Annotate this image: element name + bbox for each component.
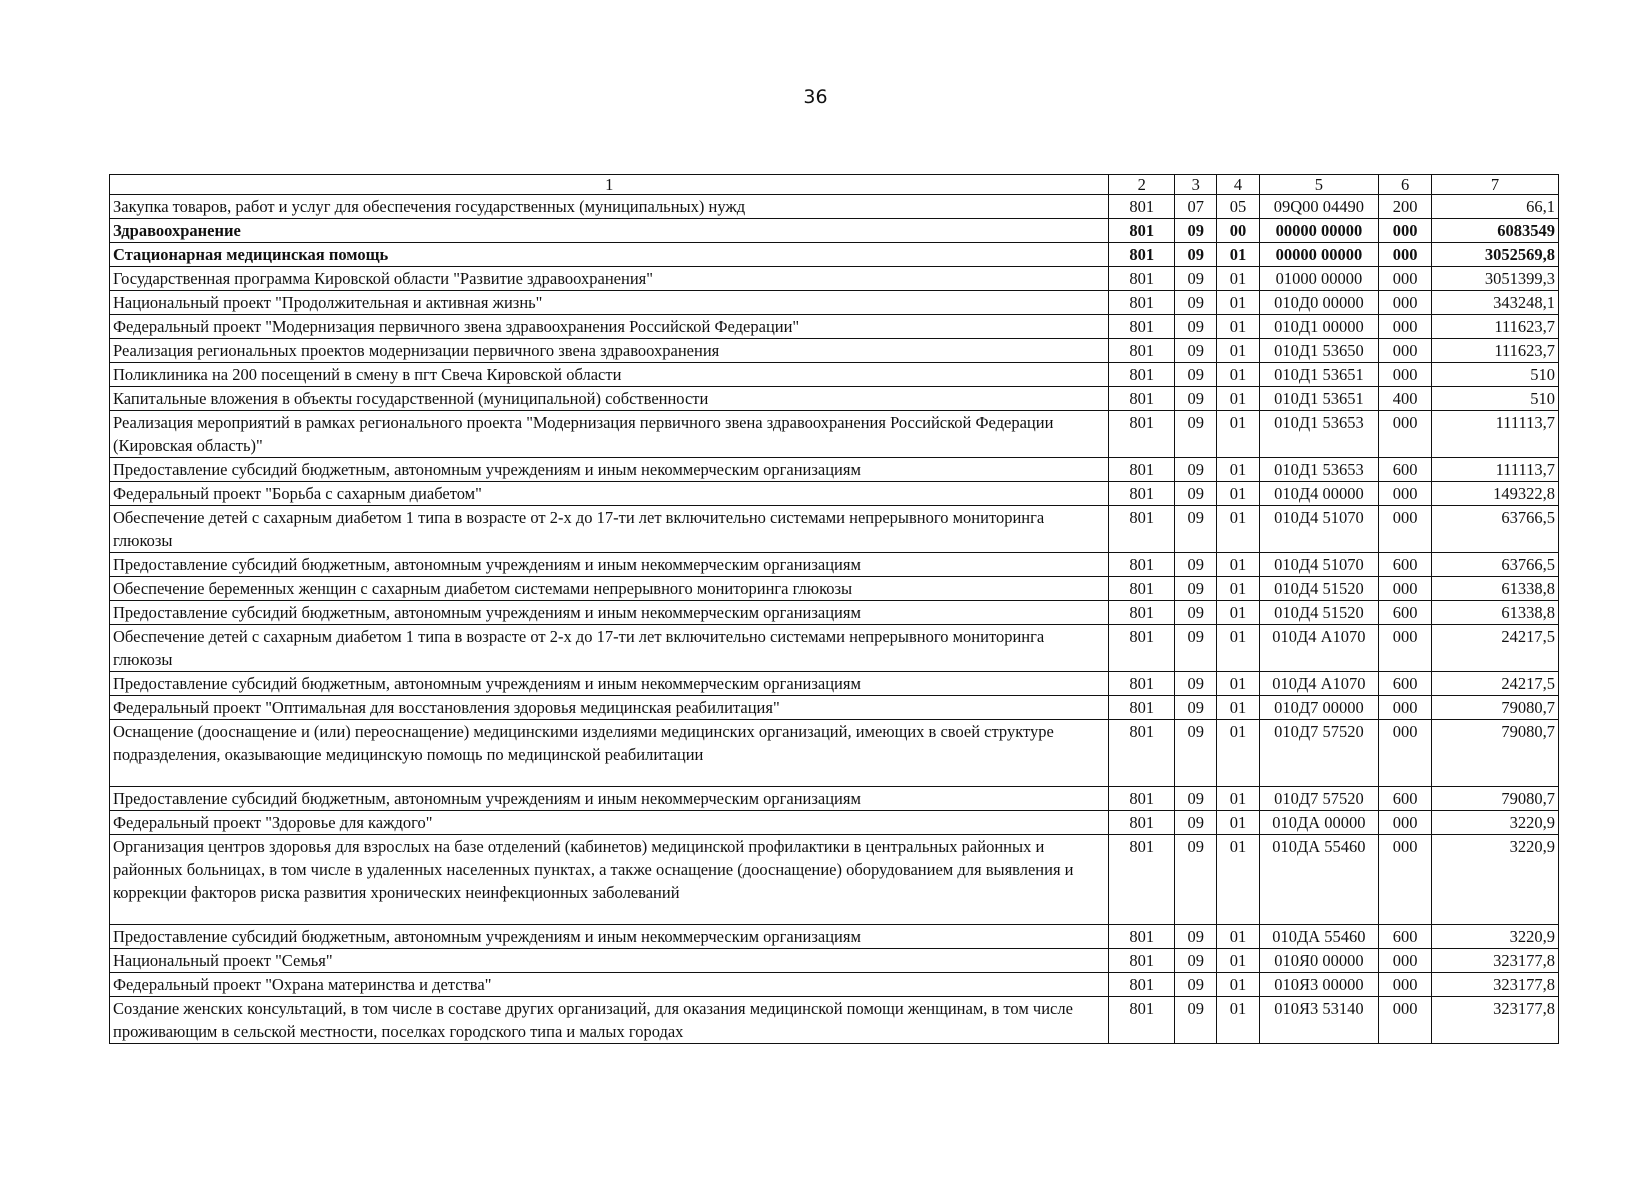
row-code-admin: 801 bbox=[1109, 363, 1175, 387]
row-code-section: 09 bbox=[1175, 291, 1217, 315]
row-name: Федеральный проект "Оптимальная для восстановления здоровья медицинская реабилитация" bbox=[110, 696, 1109, 720]
row-code-admin: 801 bbox=[1109, 949, 1175, 973]
row-name: Предоставление субсидий бюджетным, автономным учреждениям и иным некоммерческим организациям bbox=[110, 672, 1109, 696]
row-code-target: 010Я3 00000 bbox=[1259, 973, 1379, 997]
row-code-target: 010Д7 57520 bbox=[1259, 787, 1379, 811]
table-row bbox=[110, 315, 1559, 339]
table-row bbox=[110, 219, 1559, 243]
row-code-admin: 801 bbox=[1109, 925, 1175, 949]
budget-table bbox=[109, 174, 1559, 1044]
row-amount: 3220,9 bbox=[1432, 811, 1559, 835]
row-code-expense: 200 bbox=[1379, 195, 1432, 219]
row-name: Обеспечение детей с сахарным диабетом 1 типа в возрасте от 2-х до 17-ти лет включительно системами непрерывного мониторинга глюкозы bbox=[110, 625, 1109, 672]
row-name: Предоставление субсидий бюджетным, автономным учреждениям и иным некоммерческим организациям bbox=[110, 925, 1109, 949]
row-amount: 3052569,8 bbox=[1432, 243, 1559, 267]
row-name: Реализация региональных проектов модернизации первичного звена здравоохранения bbox=[110, 339, 1109, 363]
row-code-section: 09 bbox=[1175, 339, 1217, 363]
table-row bbox=[110, 291, 1559, 315]
row-code-admin: 801 bbox=[1109, 720, 1175, 787]
row-code-subsection: 01 bbox=[1217, 925, 1259, 949]
table-row bbox=[110, 577, 1559, 601]
row-code-target: 01000 00000 bbox=[1259, 267, 1379, 291]
row-code-expense: 000 bbox=[1379, 506, 1432, 553]
row-name: Здравоохранение bbox=[110, 219, 1109, 243]
row-code-section: 09 bbox=[1175, 411, 1217, 458]
row-code-expense: 000 bbox=[1379, 997, 1432, 1044]
row-code-subsection: 05 bbox=[1217, 195, 1259, 219]
table-row bbox=[110, 267, 1559, 291]
row-code-target: 010ДА 00000 bbox=[1259, 811, 1379, 835]
table-row bbox=[110, 553, 1559, 577]
row-code-section: 09 bbox=[1175, 243, 1217, 267]
row-code-target: 010Д0 00000 bbox=[1259, 291, 1379, 315]
row-code-expense: 000 bbox=[1379, 696, 1432, 720]
row-code-subsection: 01 bbox=[1217, 458, 1259, 482]
row-code-subsection: 01 bbox=[1217, 949, 1259, 973]
row-code-section: 09 bbox=[1175, 315, 1217, 339]
row-code-admin: 801 bbox=[1109, 625, 1175, 672]
header-col-7: 7 bbox=[1432, 175, 1559, 195]
row-amount: 63766,5 bbox=[1432, 506, 1559, 553]
row-code-section: 09 bbox=[1175, 997, 1217, 1044]
row-code-admin: 801 bbox=[1109, 243, 1175, 267]
row-code-target: 00000 00000 bbox=[1259, 219, 1379, 243]
row-code-expense: 600 bbox=[1379, 601, 1432, 625]
row-code-expense: 000 bbox=[1379, 411, 1432, 458]
table-row bbox=[110, 949, 1559, 973]
row-code-expense: 000 bbox=[1379, 267, 1432, 291]
table-row bbox=[110, 482, 1559, 506]
row-name: Поликлиника на 200 посещений в смену в пгт Свеча Кировской области bbox=[110, 363, 1109, 387]
row-code-subsection: 01 bbox=[1217, 506, 1259, 553]
row-code-section: 09 bbox=[1175, 363, 1217, 387]
row-code-admin: 801 bbox=[1109, 339, 1175, 363]
row-code-admin: 801 bbox=[1109, 195, 1175, 219]
row-amount: 3051399,3 bbox=[1432, 267, 1559, 291]
row-name: Федеральный проект "Модернизация первичного звена здравоохранения Российской Федерации" bbox=[110, 315, 1109, 339]
table-row bbox=[110, 195, 1559, 219]
row-code-subsection: 01 bbox=[1217, 787, 1259, 811]
row-code-subsection: 01 bbox=[1217, 553, 1259, 577]
row-code-expense: 000 bbox=[1379, 482, 1432, 506]
row-amount: 323177,8 bbox=[1432, 973, 1559, 997]
row-code-section: 09 bbox=[1175, 835, 1217, 925]
row-code-section: 09 bbox=[1175, 577, 1217, 601]
table-row bbox=[110, 835, 1559, 925]
table-row bbox=[110, 243, 1559, 267]
row-code-expense: 600 bbox=[1379, 553, 1432, 577]
row-name: Организация центров здоровья для взрослых на базе отделений (кабинетов) медицинской профилактики в центральных районных и районных больницах, в том числе в удаленных населенных пунктах, а также оснащение (дооснащение) оборудованием для выявления и коррекции факторов риска развития хронических неинфекционных заболеваний bbox=[110, 835, 1109, 925]
row-code-admin: 801 bbox=[1109, 835, 1175, 925]
row-code-target: 010Д1 53653 bbox=[1259, 411, 1379, 458]
row-code-section: 09 bbox=[1175, 458, 1217, 482]
row-amount: 61338,8 bbox=[1432, 601, 1559, 625]
row-name: Обеспечение детей с сахарным диабетом 1 типа в возрасте от 2-х до 17-ти лет включительно системами непрерывного мониторинга глюкозы bbox=[110, 506, 1109, 553]
row-code-expense: 600 bbox=[1379, 925, 1432, 949]
row-amount: 3220,9 bbox=[1432, 835, 1559, 925]
row-code-target: 010Д1 53650 bbox=[1259, 339, 1379, 363]
row-code-expense: 600 bbox=[1379, 458, 1432, 482]
row-code-section: 09 bbox=[1175, 949, 1217, 973]
table-row bbox=[110, 458, 1559, 482]
row-code-subsection: 01 bbox=[1217, 363, 1259, 387]
row-code-section: 09 bbox=[1175, 482, 1217, 506]
row-amount: 3220,9 bbox=[1432, 925, 1559, 949]
row-name: Закупка товаров, работ и услуг для обеспечения государственных (муниципальных) нужд bbox=[110, 195, 1109, 219]
page-number: 36 bbox=[803, 86, 828, 108]
row-code-subsection: 01 bbox=[1217, 601, 1259, 625]
header-col-2: 2 bbox=[1109, 175, 1175, 195]
row-code-expense: 000 bbox=[1379, 291, 1432, 315]
row-code-target: 010Я3 53140 bbox=[1259, 997, 1379, 1044]
row-code-target: 010Д4 51070 bbox=[1259, 553, 1379, 577]
row-code-admin: 801 bbox=[1109, 973, 1175, 997]
row-code-subsection: 01 bbox=[1217, 811, 1259, 835]
row-code-target: 010Д4 А1070 bbox=[1259, 625, 1379, 672]
row-code-admin: 801 bbox=[1109, 696, 1175, 720]
row-code-target: 010Д4 51070 bbox=[1259, 506, 1379, 553]
row-name: Федеральный проект "Здоровье для каждого" bbox=[110, 811, 1109, 835]
header-row bbox=[110, 175, 1559, 195]
row-code-expense: 000 bbox=[1379, 720, 1432, 787]
row-name: Национальный проект "Продолжительная и активная жизнь" bbox=[110, 291, 1109, 315]
row-amount: 79080,7 bbox=[1432, 720, 1559, 787]
header-col-6: 6 bbox=[1379, 175, 1432, 195]
row-name: Обеспечение беременных женщин с сахарным диабетом системами непрерывного мониторинга глюкозы bbox=[110, 577, 1109, 601]
table-row bbox=[110, 601, 1559, 625]
row-code-section: 09 bbox=[1175, 219, 1217, 243]
row-code-expense: 000 bbox=[1379, 219, 1432, 243]
row-amount: 343248,1 bbox=[1432, 291, 1559, 315]
row-code-expense: 600 bbox=[1379, 787, 1432, 811]
row-code-admin: 801 bbox=[1109, 811, 1175, 835]
header-col-5: 5 bbox=[1259, 175, 1379, 195]
row-code-target: 010ДА 55460 bbox=[1259, 835, 1379, 925]
row-name: Государственная программа Кировской области "Развитие здравоохранения" bbox=[110, 267, 1109, 291]
row-code-target: 010Д7 57520 bbox=[1259, 720, 1379, 787]
row-code-section: 09 bbox=[1175, 387, 1217, 411]
row-amount: 6083549 bbox=[1432, 219, 1559, 243]
row-code-admin: 801 bbox=[1109, 997, 1175, 1044]
row-code-target: 010ДА 55460 bbox=[1259, 925, 1379, 949]
row-amount: 111623,7 bbox=[1432, 339, 1559, 363]
row-amount: 63766,5 bbox=[1432, 553, 1559, 577]
row-name: Капитальные вложения в объекты государственной (муниципальной) собственности bbox=[110, 387, 1109, 411]
header-col-4: 4 bbox=[1217, 175, 1259, 195]
row-code-subsection: 01 bbox=[1217, 387, 1259, 411]
table-row bbox=[110, 720, 1559, 787]
row-code-admin: 801 bbox=[1109, 553, 1175, 577]
row-code-subsection: 01 bbox=[1217, 720, 1259, 787]
row-name: Стационарная медицинская помощь bbox=[110, 243, 1109, 267]
row-code-admin: 801 bbox=[1109, 219, 1175, 243]
row-name: Предоставление субсидий бюджетным, автономным учреждениям и иным некоммерческим организациям bbox=[110, 553, 1109, 577]
row-code-expense: 600 bbox=[1379, 672, 1432, 696]
row-amount: 66,1 bbox=[1432, 195, 1559, 219]
row-code-expense: 000 bbox=[1379, 835, 1432, 925]
row-amount: 323177,8 bbox=[1432, 997, 1559, 1044]
row-code-expense: 000 bbox=[1379, 363, 1432, 387]
row-code-expense: 000 bbox=[1379, 339, 1432, 363]
row-code-section: 07 bbox=[1175, 195, 1217, 219]
row-code-target: 010Д4 00000 bbox=[1259, 482, 1379, 506]
row-code-target: 010Д4 51520 bbox=[1259, 601, 1379, 625]
row-code-target: 010Д4 51520 bbox=[1259, 577, 1379, 601]
row-code-section: 09 bbox=[1175, 973, 1217, 997]
table-row bbox=[110, 363, 1559, 387]
row-code-expense: 400 bbox=[1379, 387, 1432, 411]
row-amount: 111623,7 bbox=[1432, 315, 1559, 339]
table-row bbox=[110, 625, 1559, 672]
row-code-expense: 000 bbox=[1379, 973, 1432, 997]
row-code-subsection: 01 bbox=[1217, 339, 1259, 363]
row-code-section: 09 bbox=[1175, 553, 1217, 577]
row-amount: 24217,5 bbox=[1432, 672, 1559, 696]
table-row bbox=[110, 387, 1559, 411]
row-code-subsection: 01 bbox=[1217, 696, 1259, 720]
row-code-target: 010Д1 53653 bbox=[1259, 458, 1379, 482]
row-amount: 149322,8 bbox=[1432, 482, 1559, 506]
table-row bbox=[110, 411, 1559, 458]
row-code-expense: 000 bbox=[1379, 243, 1432, 267]
row-code-subsection: 01 bbox=[1217, 835, 1259, 925]
row-code-section: 09 bbox=[1175, 925, 1217, 949]
table-row bbox=[110, 696, 1559, 720]
row-amount: 111113,7 bbox=[1432, 411, 1559, 458]
row-code-admin: 801 bbox=[1109, 315, 1175, 339]
row-code-subsection: 01 bbox=[1217, 577, 1259, 601]
row-code-expense: 000 bbox=[1379, 949, 1432, 973]
row-code-target: 010Д1 00000 bbox=[1259, 315, 1379, 339]
row-code-admin: 801 bbox=[1109, 506, 1175, 553]
row-code-target: 010Д1 53651 bbox=[1259, 363, 1379, 387]
table-row bbox=[110, 973, 1559, 997]
row-name: Реализация мероприятий в рамках регионального проекта "Модернизация первичного звена здравоохранения Российской Федерации (Кировская область)" bbox=[110, 411, 1109, 458]
row-code-section: 09 bbox=[1175, 267, 1217, 291]
row-code-section: 09 bbox=[1175, 601, 1217, 625]
row-code-expense: 000 bbox=[1379, 577, 1432, 601]
row-name: Предоставление субсидий бюджетным, автономным учреждениям и иным некоммерческим организациям bbox=[110, 601, 1109, 625]
row-code-admin: 801 bbox=[1109, 577, 1175, 601]
table-row bbox=[110, 339, 1559, 363]
table-row bbox=[110, 925, 1559, 949]
row-name: Предоставление субсидий бюджетным, автономным учреждениям и иным некоммерческим организациям bbox=[110, 787, 1109, 811]
row-code-admin: 801 bbox=[1109, 482, 1175, 506]
row-code-admin: 801 bbox=[1109, 672, 1175, 696]
table-row bbox=[110, 811, 1559, 835]
row-code-expense: 000 bbox=[1379, 811, 1432, 835]
row-code-section: 09 bbox=[1175, 625, 1217, 672]
row-name: Создание женских консультаций, в том числе в составе других организаций, для оказания медицинской помощи женщинам, в том числе проживающим в сельской местности, поселках городского типа и малых городах bbox=[110, 997, 1109, 1044]
row-code-subsection: 01 bbox=[1217, 315, 1259, 339]
row-code-subsection: 01 bbox=[1217, 482, 1259, 506]
row-amount: 323177,8 bbox=[1432, 949, 1559, 973]
table-row bbox=[110, 997, 1559, 1044]
row-amount: 510 bbox=[1432, 363, 1559, 387]
row-code-subsection: 01 bbox=[1217, 411, 1259, 458]
row-code-admin: 801 bbox=[1109, 291, 1175, 315]
row-code-section: 09 bbox=[1175, 696, 1217, 720]
row-code-admin: 801 bbox=[1109, 411, 1175, 458]
row-code-subsection: 01 bbox=[1217, 672, 1259, 696]
row-code-subsection: 01 bbox=[1217, 973, 1259, 997]
row-code-admin: 801 bbox=[1109, 387, 1175, 411]
row-code-admin: 801 bbox=[1109, 601, 1175, 625]
row-code-section: 09 bbox=[1175, 720, 1217, 787]
row-code-subsection: 01 bbox=[1217, 997, 1259, 1044]
row-name: Национальный проект "Семья" bbox=[110, 949, 1109, 973]
row-name: Оснащение (дооснащение и (или) переоснащение) медицинскими изделиями медицинских организаций, имеющих в своей структуре подразделения, оказывающие медицинскую помощь по медицинской реабилитации bbox=[110, 720, 1109, 787]
row-code-section: 09 bbox=[1175, 506, 1217, 553]
row-code-section: 09 bbox=[1175, 811, 1217, 835]
row-code-target: 010Д4 А1070 bbox=[1259, 672, 1379, 696]
table-row bbox=[110, 672, 1559, 696]
row-name: Предоставление субсидий бюджетным, автономным учреждениям и иным некоммерческим организациям bbox=[110, 458, 1109, 482]
table-row bbox=[110, 506, 1559, 553]
header-col-3: 3 bbox=[1175, 175, 1217, 195]
header-col-1: 1 bbox=[110, 175, 1109, 195]
row-amount: 24217,5 bbox=[1432, 625, 1559, 672]
row-amount: 61338,8 bbox=[1432, 577, 1559, 601]
row-name: Федеральный проект "Охрана материнства и детства" bbox=[110, 973, 1109, 997]
row-code-subsection: 00 bbox=[1217, 219, 1259, 243]
row-code-section: 09 bbox=[1175, 787, 1217, 811]
row-code-admin: 801 bbox=[1109, 458, 1175, 482]
row-amount: 111113,7 bbox=[1432, 458, 1559, 482]
row-name: Федеральный проект "Борьба с сахарным диабетом" bbox=[110, 482, 1109, 506]
row-code-subsection: 01 bbox=[1217, 243, 1259, 267]
row-code-section: 09 bbox=[1175, 672, 1217, 696]
row-code-admin: 801 bbox=[1109, 267, 1175, 291]
row-code-target: 09Q00 04490 bbox=[1259, 195, 1379, 219]
row-code-target: 00000 00000 bbox=[1259, 243, 1379, 267]
row-code-target: 010Я0 00000 bbox=[1259, 949, 1379, 973]
row-amount: 79080,7 bbox=[1432, 787, 1559, 811]
row-code-subsection: 01 bbox=[1217, 625, 1259, 672]
row-amount: 510 bbox=[1432, 387, 1559, 411]
row-code-expense: 000 bbox=[1379, 625, 1432, 672]
row-code-target: 010Д1 53651 bbox=[1259, 387, 1379, 411]
row-code-expense: 000 bbox=[1379, 315, 1432, 339]
row-code-subsection: 01 bbox=[1217, 291, 1259, 315]
row-amount: 79080,7 bbox=[1432, 696, 1559, 720]
row-code-target: 010Д7 00000 bbox=[1259, 696, 1379, 720]
row-code-admin: 801 bbox=[1109, 787, 1175, 811]
table-row bbox=[110, 787, 1559, 811]
row-code-subsection: 01 bbox=[1217, 267, 1259, 291]
